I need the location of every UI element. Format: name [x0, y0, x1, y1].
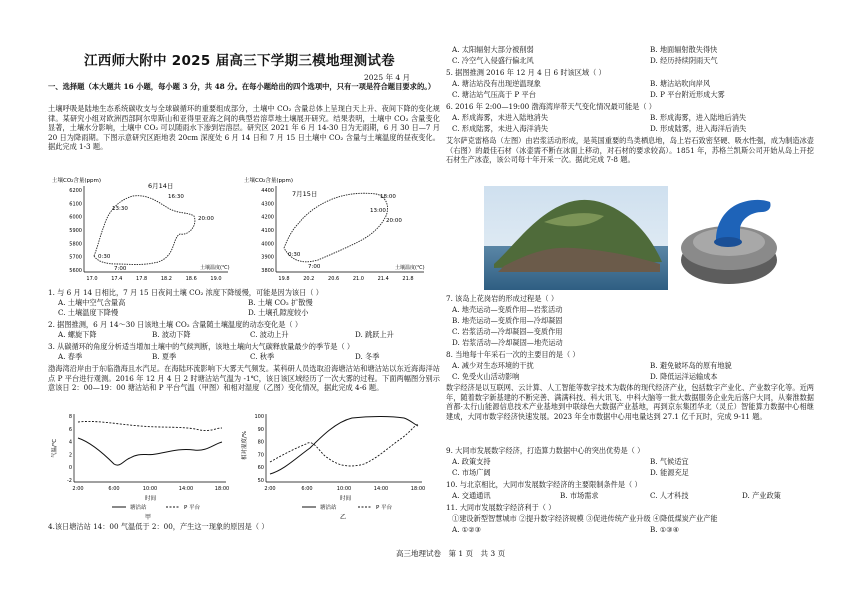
q2-option-a[interactable]: A. 螺旋下降: [58, 330, 97, 339]
chart1-ylabel: 土壤CO₂含量(ppm): [52, 178, 102, 184]
q4-option-b[interactable]: B. 地面辐射散失得快: [650, 45, 718, 54]
q1-option-c[interactable]: C. 土壤温度下降慢: [58, 308, 119, 317]
chart2-panel-label: 7月15日: [292, 190, 318, 198]
chart2-y-tick-4: 4000: [261, 241, 274, 248]
q10-stem: 10. 与北京相比，大同市发展数字经济的主要限制条件是（ ）: [446, 480, 642, 489]
chart4-y-tick-2: 80: [257, 439, 264, 446]
q4-stem: 4.该日塘沽站 14：00 气温低于 2：00，产生这一现象的原因是（ ）: [48, 522, 269, 531]
chart1-y-tick-2: 6000: [69, 214, 82, 221]
q1-option-b[interactable]: B. 土壤 CO₂ 扩散慢: [248, 298, 313, 307]
passage-2: 渤海湾沿岸由于东临渤海且水汽足。在海陆环流影响下大雾天气频发。某科研人员选取沿海塘沽站和塘沽站以东近海海洋站点 P 平台进行观测。2016 年 12 月 4 日 2 时塘沽站气温为 -1℃，该日该区域经历了一次大雾的过程。下面两幅图分别示意该日 2：00—19：00 塘沽站和 P 平台气温（甲图）和相对湿度（乙图）变化情况，据此完成 4-6 题。: [48, 364, 440, 393]
chart2-x-tick-4: 21.4: [377, 276, 389, 282]
chart4-panel-label: 乙: [340, 514, 347, 521]
q3-option-b[interactable]: B. 夏季: [152, 352, 177, 361]
chart1-y-tick-5: 5700: [69, 254, 82, 261]
chart3-y-tick-4: 0: [68, 465, 72, 472]
chart4-y-tick-3: 70: [257, 452, 264, 459]
q7-stem: 7. 该岛上花岗岩的形成过程是（ ）: [446, 294, 559, 303]
chart2-pt-1800: 18:00: [380, 194, 396, 200]
q7-option-a[interactable]: A. 地壳运动—变质作用—岩浆活动: [452, 305, 563, 314]
island-photo: [484, 186, 668, 290]
exam-date: 2025 年 4 月: [364, 73, 411, 82]
chart3-legend-tanggu: 塘沽站: [130, 505, 147, 511]
chart1-y-tick-4: 5800: [69, 241, 82, 248]
page-footer: 高三地理试卷 第 1 页 共 3 页: [396, 549, 506, 558]
q6-stem: 6. 2016 年 2:00—19:00 渤海湾岸带天气变化情况最可能是（ ）: [446, 102, 656, 111]
chart4-xlabel: 时间: [340, 496, 352, 502]
chart4-ylabel: 相对湿度/%: [242, 430, 248, 460]
chart3-y-tick-5: -2: [67, 478, 72, 484]
chart4-x-tick-1: 6:00: [301, 486, 313, 492]
chart3-y-tick-1: 6: [68, 426, 72, 433]
chart2-y-tick-2: 4200: [261, 214, 274, 221]
q11-option-a[interactable]: A. ①②③: [452, 525, 482, 534]
q6-option-b[interactable]: B. 形成海雾，进入陆地后消失: [650, 113, 747, 122]
chart1-x-tick-2: 17.8: [136, 276, 148, 282]
chart3-x-tick-3: 14:00: [178, 486, 194, 492]
q3-option-c[interactable]: C. 秋季: [250, 352, 275, 361]
q9-option-d[interactable]: D. 能源充足: [650, 468, 689, 477]
q3-option-a[interactable]: A. 春季: [58, 352, 83, 361]
q9-option-a[interactable]: A. 政策支持: [452, 457, 491, 466]
chart-temperature: [50, 408, 235, 520]
chart4-y-tick-0: 100: [254, 414, 264, 420]
chart3-xlabel: 时间: [145, 496, 157, 502]
chart2-pt-0030: 0:30: [288, 252, 301, 258]
chart2-x-tick-3: 21.0: [352, 276, 364, 282]
chart2-y-tick-5: 3900: [261, 254, 274, 261]
chart2-y-tick-0: 4400: [261, 188, 274, 194]
q1-option-d[interactable]: D. 土壤孔隙度较小: [248, 308, 309, 317]
passage-1: 土壤呼吸是陆地生态系统碳收支与全球碳循环的重要组成部分，土壤中 CO₂ 含量总体上呈现白天上升、夜间下降的变化规律。某研究小组对欧洲西部阿尔卑斯山和亚得里亚海之间的典型岩溶草地土壤展开研究。结果表明，土壤中 CO₂ 含量变化显著，土壤水分影响，土壤中 CO₂ 可以随雨水下渗到岩溶层。研究区 2021 年 6 月 14-30 日为无雨期，6 月 30 日—7 月 20 日为降雨期。下图示意研究区距地表 20cm 深度处 6 月 14 日和 7 月 15 日土壤中 CO₂ 含量与土壤温度的昼夜变化。据此完成 1-3 题。: [48, 104, 440, 152]
q3-stem: 3. 从碳循环的角度分析适当增加土壤中的气候判断，该地土壤向大气碳释放量最少的季节是（ ）: [48, 342, 355, 351]
q10-option-d[interactable]: D. 产业政策: [742, 491, 781, 500]
q9-option-c[interactable]: C. 市场广阔: [452, 468, 491, 477]
chart2-y-tick-3: 4100: [261, 228, 274, 234]
chart2-pt-0700: 7:00: [308, 264, 321, 270]
chart1-pt-1630: 16:30: [168, 194, 184, 200]
q5-option-a[interactable]: A. 塘沽站没有出现逆温现象: [452, 79, 541, 88]
q2-option-d[interactable]: D. 跳跃上升: [355, 330, 394, 339]
q4-option-a[interactable]: A. 太阳辐射大部分被削弱: [452, 45, 534, 54]
q5-option-b[interactable]: B. 塘沽站吹向岸风: [650, 79, 711, 88]
chart4-x-tick-0: 2:00: [264, 486, 276, 492]
chart3-x-tick-4: 18:00: [214, 486, 230, 492]
q11-items: ①建设新型智慧城市 ②提升数字经济规模 ③促进传统产业升级 ④降低煤炭产业产能: [452, 514, 718, 523]
chart2-y-tick-1: 4300: [261, 201, 274, 208]
chart3-panel-label: 甲: [145, 514, 152, 521]
q1-option-a[interactable]: A. 土壤中空气含量高: [58, 298, 126, 307]
q6-option-d[interactable]: D. 形成陆雾，进入海洋后消失: [650, 124, 747, 133]
q4-option-d[interactable]: D. 经历持续阴雨天气: [650, 56, 718, 65]
chart2-y-tick-6: 3800: [261, 268, 274, 274]
chart4-x-tick-2: 10:00: [336, 486, 352, 492]
q2-option-b[interactable]: B. 波动下降: [152, 330, 191, 339]
q11-option-b[interactable]: B. ①③④: [650, 525, 680, 534]
chart1-pt-0030: 0:30: [98, 254, 111, 260]
q10-option-c[interactable]: C. 人才科技: [650, 491, 689, 500]
chart3-ptai-line: [78, 421, 222, 430]
q4-option-c[interactable]: C. 冷空气入侵盛行偏北风: [452, 56, 534, 65]
chart-humidity: [240, 408, 430, 520]
q8-stem: 8. 当地每十年采石一次的主要目的是（ ）: [446, 350, 580, 359]
q7-option-b[interactable]: B. 地壳运动—变质作用—冷却凝固: [452, 316, 563, 325]
chart4-legend-tanggu: 塘沽站: [320, 505, 337, 511]
chart3-ylabel: 气温/℃: [52, 438, 58, 458]
q5-option-c[interactable]: C. 塘沽站气压高于 P 平台: [452, 90, 536, 99]
chart1-xlabel: 土壤温度(℃): [200, 265, 230, 271]
chart3-x-tick-0: 2:00: [72, 486, 84, 492]
chart4-y-tick-1: 90: [257, 426, 264, 433]
chart1-pt-1330: 13:30: [112, 206, 128, 212]
chart4-x-tick-4: 18:00: [410, 486, 426, 492]
chart-july15: [240, 176, 430, 286]
q2-option-c[interactable]: C. 波动上升: [250, 330, 289, 339]
q7-option-d[interactable]: D. 岩浆活动—冷却凝固—地壳运动: [452, 338, 563, 347]
chart3-y-tick-0: 8: [68, 414, 72, 420]
q7-option-c[interactable]: C. 岩浆活动—冷却凝固—变质作用: [452, 327, 563, 336]
q6-option-c[interactable]: C. 形成陆雾，未进入海洋消失: [452, 124, 549, 133]
chart2-xlabel: 土壤温度(℃): [395, 265, 425, 271]
chart1-x-tick-5: 19.0: [210, 276, 222, 282]
chart2-x-tick-5: 21.8: [402, 276, 414, 282]
chart3-tanggu-line: [78, 438, 222, 465]
chart1-panel-label: 6月14日: [148, 182, 174, 190]
chart1-x-tick-3: 18.2: [160, 276, 172, 282]
page-title: 江西师大附中 2025 届高三下学期三模地理测试卷: [84, 53, 395, 69]
chart2-x-tick-2: 20.6: [328, 276, 340, 282]
chart4-y-tick-4: 60: [257, 465, 264, 472]
passage-4: 数字经济是以互联网、云计算、人工智能等数字技术为载体的现代经济产业，包括数字产业化、产业数字化等。近两年，随着数字新基建的不断完善、满满科技、科大讯飞、中科大脑等一批大数据服务企业先后落户大同，从秦淮数据首都·太行山能源信息技术产业基地到中联绿色大数据产业基地，再到京东集团华北（灵丘）智能算力数据中心相继建成，大同市数字经济快速发展。2023 年全市数据中心用电量达到 27.1 亿千瓦时，完成 9-11 题。: [446, 383, 814, 421]
chart1-x-tick-4: 18.6: [185, 276, 197, 282]
chart1-x-tick-1: 17.4: [111, 276, 123, 282]
q5-stem: 5. 据图推测 2016 年 12 月 4 日 6 时该区域（ ）: [446, 68, 606, 77]
chart3-y-tick-2: 4: [68, 439, 72, 446]
q1-stem: 1. 与 6 月 14 日相比，7 月 15 日夜间土壤 CO₂ 浓度下降缓慢，可能是因为该日（ ）: [48, 288, 323, 297]
chart1-pt-2000: 20:00: [198, 216, 214, 222]
chart1-y-tick-0: 6200: [69, 188, 82, 194]
chart1-y-tick-3: 5900: [69, 228, 82, 234]
q8-option-c[interactable]: C. 免受火山活动影响: [452, 372, 520, 381]
chart4-tanggu-line: [270, 417, 418, 475]
chart2-x-tick-0: 19.8: [278, 276, 290, 282]
chart1-x-tick-0: 17.0: [86, 276, 98, 282]
q5-option-d[interactable]: D. P 平台附近形成大雾: [650, 90, 725, 99]
chart1-pt-0700: 7:00: [114, 266, 127, 272]
chart1-y-tick-1: 6100: [69, 201, 82, 208]
chart3-x-tick-1: 6:00: [108, 486, 120, 492]
section-heading: 一、选择题（本大题共 16 小题，每小题 3 分，共 48 分。在每小题给出的四个选项中，只有一项是符合题目要求的。）: [48, 82, 436, 91]
chart-june14: [48, 176, 233, 286]
q9-stem: 9. 大同市发展数字经济，打造算力数据中心的突出优势是（ ）: [446, 446, 645, 455]
passage-3: 艾尔萨克雷格岛（左图）由岩浆活动形成，是英国重要的鸟类栖息地，岛上岩石致密坚硬、吸水性强，成为制造冰壶（右图）的最佳石材（冰壶需不断在冰面上移动，对石材的要求较高）。1851 年，苏格兰凯斯公司开始从岛上开挖石材生产冰壶，该公司每十年开采一次。据此完成 7-8 题。: [446, 136, 814, 165]
q2-stem: 2. 据图推测，6 月 14～30 日该地土壤 CO₂ 含量随土壤温度的动态变化是（ ）: [48, 320, 303, 329]
chart3-y-tick-3: 2: [68, 452, 72, 459]
chart2-x-tick-1: 20.2: [303, 276, 315, 282]
chart2-pt-1300: 13:00: [370, 208, 386, 214]
chart3-x-tick-2: 10:00: [142, 486, 158, 492]
chart4-y-tick-5: 50: [257, 478, 264, 484]
q10-option-b[interactable]: B. 市场需求: [560, 491, 599, 500]
chart3-legend-ptai: P 平台: [184, 505, 201, 511]
q8-option-b[interactable]: B. 避免破坏岛的原有地貌: [650, 361, 732, 370]
q10-option-a[interactable]: A. 交通通讯: [452, 491, 491, 500]
q9-option-b[interactable]: B. 气候适宜: [650, 457, 689, 466]
curling-stone-photo: [672, 186, 786, 290]
chart1-y-tick-6: 5600: [69, 268, 82, 274]
chart4-ptai-line: [270, 424, 418, 466]
q8-option-a[interactable]: A. 减少对生态环境的干扰: [452, 361, 534, 370]
q6-option-a[interactable]: A. 形成海雾，未进入陆地消失: [452, 113, 549, 122]
q11-stem: 11. 大同市发展数字经济利于（ ）: [446, 503, 556, 512]
chart4-legend-ptai: P 平台: [376, 505, 393, 511]
chart2-pt-2000: 20:00: [386, 218, 402, 224]
chart4-x-tick-3: 14:00: [373, 486, 389, 492]
q3-option-d[interactable]: D. 冬季: [355, 352, 380, 361]
q8-option-d[interactable]: D. 降低运洋运输成本: [650, 372, 718, 381]
chart2-ylabel: 土壤CO₂含量(ppm): [244, 178, 294, 184]
